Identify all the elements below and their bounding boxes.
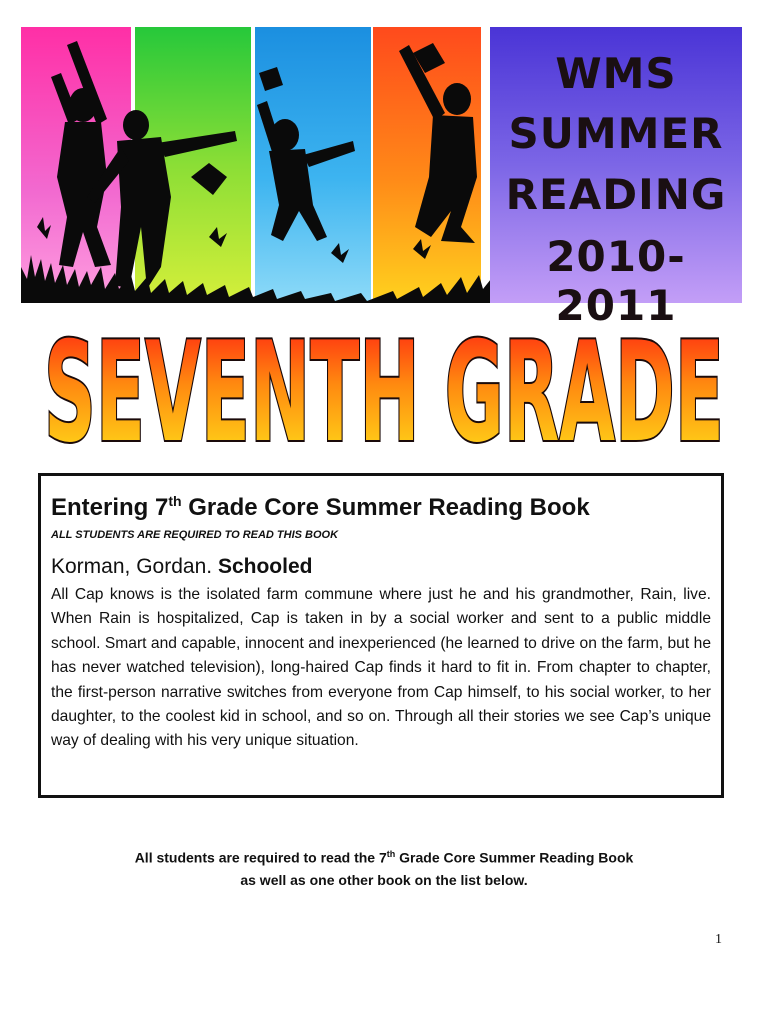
requirement-pre: All students are required to read the 7 <box>134 849 387 866</box>
banner-line-2: SUMMER <box>508 109 724 158</box>
core-heading-sup: th <box>168 493 182 509</box>
requirement-note <box>60 843 708 891</box>
banner-line-1: WMS <box>555 49 677 98</box>
core-heading-post: Grade Core Summer Reading Book <box>181 494 590 521</box>
grade-title-graphic <box>0 300 768 465</box>
header-banner <box>21 27 742 330</box>
requirement-post: Grade Core Summer Reading Book <box>395 849 634 866</box>
requirement-line-2: as well as one other book on the list below. <box>240 871 528 888</box>
book-author: Korman, Gordan. <box>51 555 213 578</box>
core-book-box <box>38 473 724 798</box>
required-note: ALL STUDENTS ARE REQUIRED TO READ THIS BOOK <box>51 529 339 541</box>
book-description: All Cap knows is the isolated farm commune where just he and his grandmother, Rain, live. When Rain is hospitalized, Cap is taken in by a social worker and sent to a public middle school. Smart and capable, innocent and inexperienced (he learned to drive on the farm, but he has never watched television), long-haired Cap finds it hard to fit in. From chapter to chapter, the first-person narrative switches from everyone from Cap himself, to his social worker, to her daughter, to the coolest kid in school, and so on. Through all their stories we see Cap’s unique way of dealing with his very unique situation. <box>51 586 711 750</box>
book-citation <box>51 555 711 579</box>
banner-line-4: 2010-2011 <box>546 232 686 330</box>
core-heading-pre: Entering 7 <box>51 494 169 521</box>
jumping-kids-silhouette-image <box>21 27 491 303</box>
book-title: Schooled <box>217 555 313 578</box>
requirement-line-1 <box>60 843 708 869</box>
page-number: 1 <box>715 932 722 947</box>
core-heading <box>51 484 711 525</box>
title-panel <box>490 27 742 330</box>
requirement-sup: th <box>386 849 396 859</box>
grade-title: SEVENTH GRADE <box>44 312 724 465</box>
banner-line-3: READING <box>505 170 727 219</box>
